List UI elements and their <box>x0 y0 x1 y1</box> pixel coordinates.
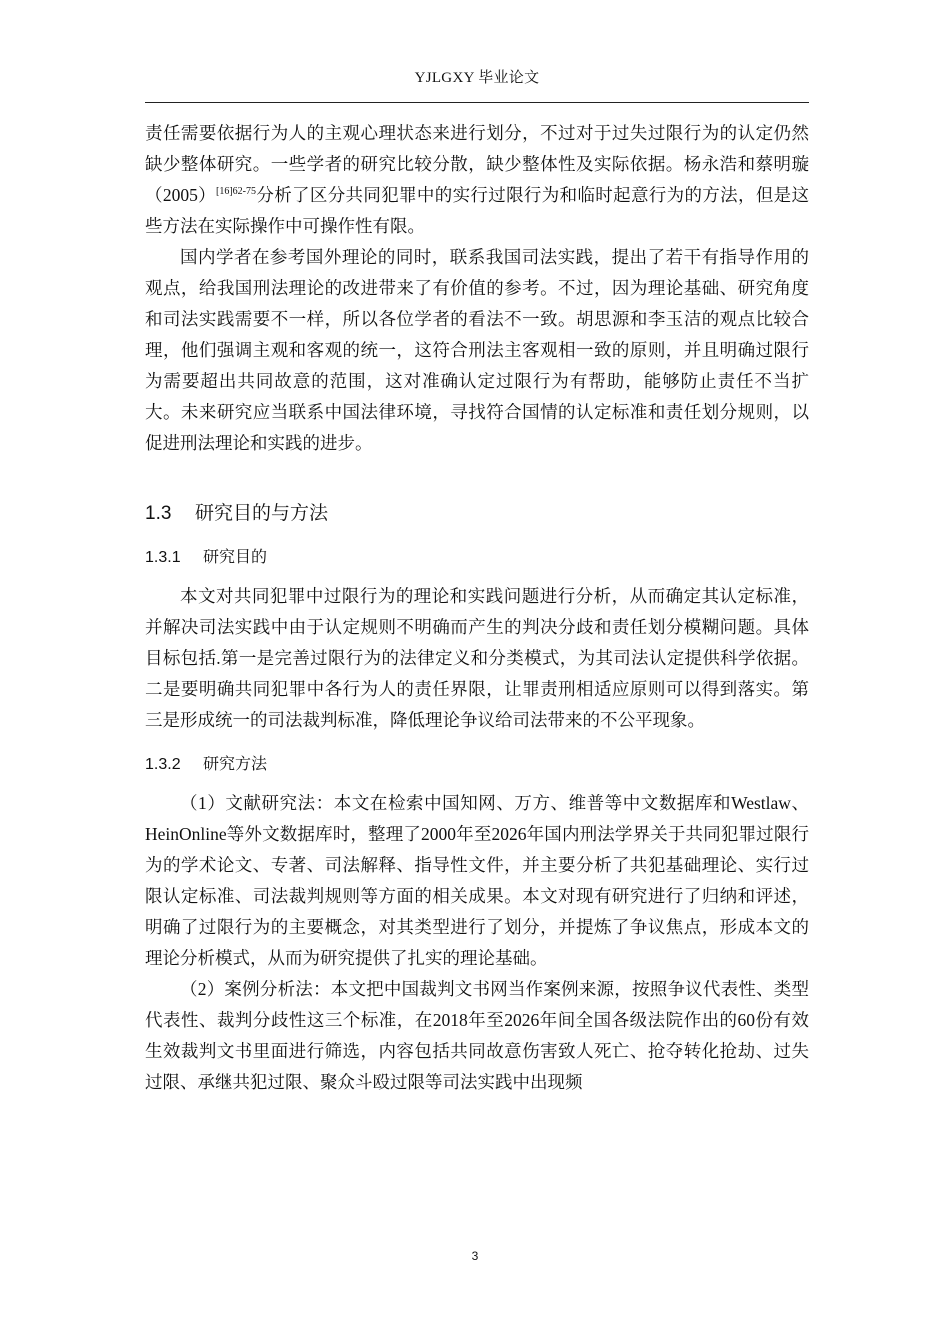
section-number: 1.3 <box>145 503 172 524</box>
page-number: 3 <box>471 1249 479 1263</box>
paragraph-text: 分析了区分共同犯罪中的实行过限行为和临时起意行为的方法，但是这些方法在实际操作中可操作性有限。 <box>145 185 809 236</box>
page-header: YJLGXY 毕业论文 <box>414 70 540 86</box>
section-heading-1-3 <box>145 499 809 529</box>
paragraph-literature-method: （1）文献研究法：本文在检索中国知网、万方、维普等中文数据库和Westlaw、HeinOnline等外文数据库时，整理了2000年至2026年国内刑法学界关于共同犯罪过限行为的学术论文、专著、司法解释、指导性文件，并主要分析了共犯基础理论、实行过限认定标准、司法裁判规则等方面的相关成果。本文对现有研究进行了归纳和评述，明确了过限行为的主要概念，对其类型进行了划分，并提炼了争议焦点，形成本文的理论分析模式，从而为研究提供了扎实的理论基础。 <box>145 793 809 968</box>
paragraph-text: 责任需要依据行为人的主观心理状态来进行划分，不过对于过失过限行为的认定仍然缺少整体研究。一些学者的研究比较分散，缺少整体性及实际依据。杨永浩和蔡明璇（2005） <box>145 123 809 205</box>
subsection-number: 1.3.1 <box>145 549 181 566</box>
citation-marker: [16]62-75 <box>216 186 257 197</box>
paragraph-research-purpose: 本文对共同犯罪中过限行为的理论和实践问题进行分析，从而确定其认定标准，并解决司法实践中由于认定规则不明确而产生的判决分歧和责任划分模糊问题。具体目标包括.第一是完善过限行为的法律定义和分类模式，为其司法认定提供科学依据。二是要明确共同犯罪中各行为人的责任界限，让罪责刑相适应原则可以得到落实。第三是形成统一的司法裁判标准，降低理论争议给司法带来的不公平现象。 <box>145 586 809 730</box>
section-title: 研究目的与方法 <box>195 503 329 524</box>
subsection-heading-1-3-2 <box>145 750 809 780</box>
subsection-heading-1-3-1 <box>145 543 809 573</box>
subsection-title: 研究方法 <box>203 756 268 773</box>
paragraph-continued <box>145 118 809 242</box>
paragraph-domestic-review: 国内学者在参考国外理论的同时，联系我国司法实践，提出了若干有指导作用的观点，给我国刑法理论的改进带来了有价值的参考。不过，因为理论基础、研究角度和司法实践需要不一样，所以各位学者的看法不一致。胡思源和李玉洁的观点比较合理，他们强调主观和客观的统一，这符合刑法主客观相一致的原则，并且明确过限行为需要超出共同故意的范围，这对准确认定过限行为有帮助，能够防止责任不当扩大。未来研究应当联系中国法律环境，寻找符合国情的认定标准和责任划分规则，以促进刑法理论和实践的进步。 <box>145 247 809 453</box>
header-divider <box>145 102 809 103</box>
subsection-number: 1.3.2 <box>145 756 181 773</box>
page-body <box>145 118 809 1098</box>
subsection-title: 研究目的 <box>203 549 268 566</box>
paragraph-case-method: （2）案例分析法：本文把中国裁判文书网当作案例来源，按照争议代表性、类型代表性、裁判分歧性这三个标准，在2018年至2026年间全国各级法院作出的60份有效生效裁判文书里面进行筛选，内容包括共同故意伤害致人死亡、抢夺转化抢劫、过失过限、承继共犯过限、聚众斗殴过限等司法实践中出现频 <box>145 979 809 1092</box>
